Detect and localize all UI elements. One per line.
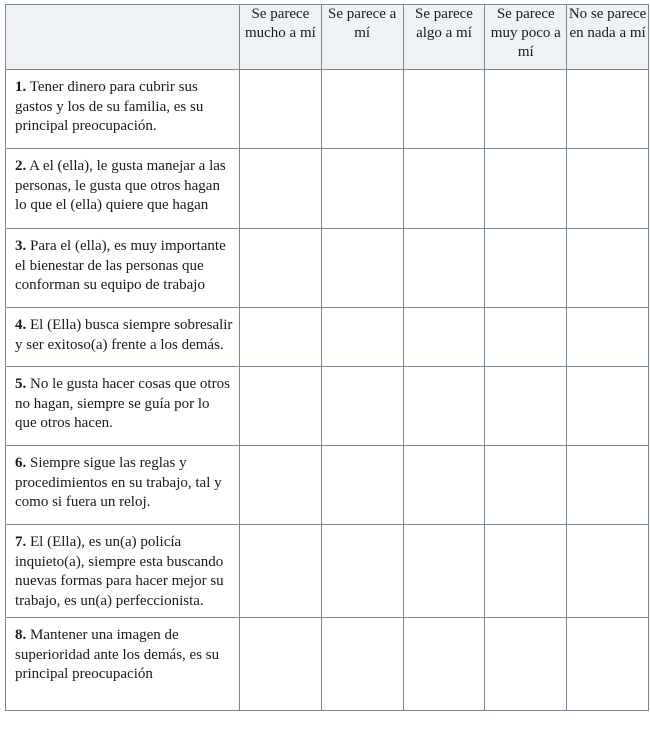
answer-cell-4[interactable] <box>485 446 567 525</box>
answer-cell-1[interactable] <box>240 70 322 149</box>
header-option-1: Se parece mucho a mí <box>240 5 322 70</box>
question-number: 8. <box>15 627 27 643</box>
question-number: 7. <box>15 534 27 550</box>
answer-cell-2[interactable] <box>321 149 403 229</box>
question-label: El (Ella), es un(a) policía inquieto(a), siempre esta buscando nuevas formas para hacer mejor su trabajo, es un(a) perfeccionista. <box>15 534 224 609</box>
answer-cell-3[interactable] <box>403 525 485 618</box>
answer-cell-1[interactable] <box>240 446 322 525</box>
answer-cell-1[interactable] <box>240 308 322 367</box>
question-text <box>6 367 240 446</box>
question-row-6 <box>6 446 649 525</box>
question-label: Mantener una imagen de superioridad ante los demás, es su principal preocupación <box>15 627 220 682</box>
header-corner-cell <box>6 5 240 70</box>
header-option-3: Se parece algo a mí <box>403 5 485 70</box>
question-number: 5. <box>15 376 27 392</box>
header-option-4: Se parece muy poco a mí <box>485 5 567 70</box>
question-text <box>6 525 240 618</box>
answer-cell-5[interactable] <box>567 367 649 446</box>
answer-cell-4[interactable] <box>485 618 567 711</box>
survey-table <box>5 4 649 711</box>
answer-cell-5[interactable] <box>567 446 649 525</box>
answer-cell-4[interactable] <box>485 70 567 149</box>
question-row-4 <box>6 308 649 367</box>
answer-cell-1[interactable] <box>240 149 322 229</box>
question-label: Para el (ella), es muy importante el bienestar de las personas que conforman su equipo de trabajo <box>15 238 226 293</box>
question-row-1 <box>6 70 649 149</box>
answer-cell-4[interactable] <box>485 308 567 367</box>
answer-cell-5[interactable] <box>567 308 649 367</box>
question-label: A el (ella), le gusta manejar a las personas, le gusta que otros hagan lo que el (ella) quiere que hagan <box>15 158 226 213</box>
answer-cell-3[interactable] <box>403 308 485 367</box>
answer-cell-4[interactable] <box>485 367 567 446</box>
answer-cell-3[interactable] <box>403 618 485 711</box>
answer-cell-4[interactable] <box>485 525 567 618</box>
question-text <box>6 229 240 308</box>
question-row-7 <box>6 525 649 618</box>
answer-cell-2[interactable] <box>321 525 403 618</box>
answer-cell-5[interactable] <box>567 149 649 229</box>
question-number: 1. <box>15 79 27 95</box>
header-option-2: Se parece a mí <box>321 5 403 70</box>
answer-cell-2[interactable] <box>321 308 403 367</box>
question-label: No le gusta hacer cosas que otros no hagan, siempre se guía por lo que otros hacen. <box>15 376 230 431</box>
answer-cell-3[interactable] <box>403 229 485 308</box>
answer-cell-4[interactable] <box>485 149 567 229</box>
question-number: 6. <box>15 455 27 471</box>
answer-cell-2[interactable] <box>321 446 403 525</box>
answer-cell-2[interactable] <box>321 70 403 149</box>
header-row <box>6 5 649 70</box>
question-row-3 <box>6 229 649 308</box>
answer-cell-2[interactable] <box>321 367 403 446</box>
answer-cell-1[interactable] <box>240 525 322 618</box>
answer-cell-5[interactable] <box>567 229 649 308</box>
answer-cell-2[interactable] <box>321 229 403 308</box>
answer-cell-5[interactable] <box>567 70 649 149</box>
question-label: El (Ella) busca siempre sobresalir y ser exitoso(a) frente a los demás. <box>15 317 233 353</box>
question-label: Tener dinero para cubrir sus gastos y los de su familia, es su principal preocupación. <box>15 79 204 134</box>
question-number: 4. <box>15 317 27 333</box>
question-text <box>6 618 240 711</box>
question-number: 2. <box>15 158 27 174</box>
question-text <box>6 149 240 229</box>
answer-cell-5[interactable] <box>567 618 649 711</box>
answer-cell-3[interactable] <box>403 70 485 149</box>
question-text <box>6 308 240 367</box>
answer-cell-3[interactable] <box>403 367 485 446</box>
answer-cell-3[interactable] <box>403 149 485 229</box>
header-option-5: No se parece en nada a mí <box>567 5 649 70</box>
question-row-2 <box>6 149 649 229</box>
answer-cell-1[interactable] <box>240 618 322 711</box>
question-text <box>6 70 240 149</box>
question-row-8 <box>6 618 649 711</box>
answer-cell-1[interactable] <box>240 367 322 446</box>
question-number: 3. <box>15 238 27 254</box>
answer-cell-5[interactable] <box>567 525 649 618</box>
question-text <box>6 446 240 525</box>
answer-cell-3[interactable] <box>403 446 485 525</box>
question-label: Siempre sigue las reglas y procedimientos en su trabajo, tal y como si fuera un reloj. <box>15 455 222 510</box>
answer-cell-1[interactable] <box>240 229 322 308</box>
answer-cell-2[interactable] <box>321 618 403 711</box>
question-row-5 <box>6 367 649 446</box>
answer-cell-4[interactable] <box>485 229 567 308</box>
